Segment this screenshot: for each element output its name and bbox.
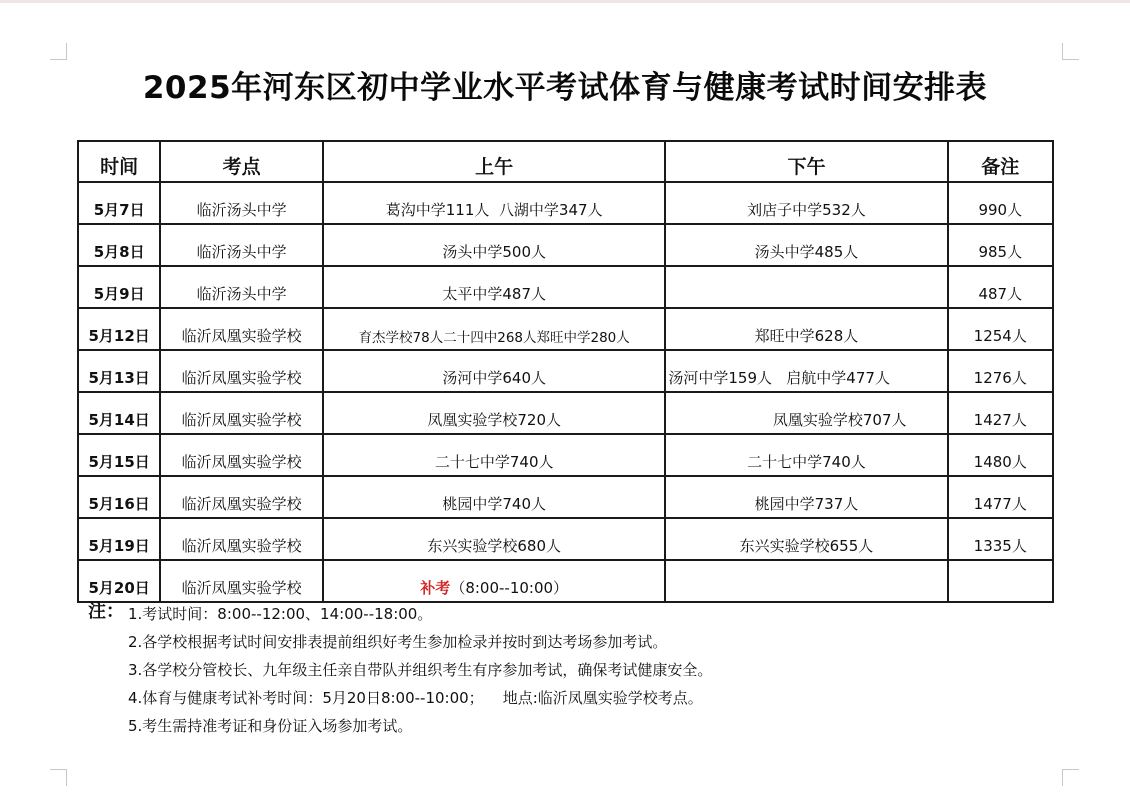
cell-venue: 临沂凤凰实验学校	[160, 392, 323, 434]
cell-date: 5月14日	[78, 392, 160, 434]
cell-afternoon: 凤凰实验学校707人	[665, 392, 947, 434]
table-row	[78, 182, 1053, 224]
table-row	[78, 350, 1053, 392]
cell-date: 5月12日	[78, 308, 160, 350]
cell-morning: 汤河中学640人	[323, 350, 665, 392]
cell-venue: 临沂凤凰实验学校	[160, 560, 323, 602]
cell-afternoon: 二十七中学740人	[665, 434, 947, 476]
table-header-row	[78, 141, 1053, 182]
table-row	[78, 518, 1053, 560]
crop-mark-top-right	[1062, 43, 1079, 60]
crop-mark-bottom-right	[1062, 769, 1079, 786]
note-item-3: 3.各学校分管校长、九年级主任亲自带队并组织考生有序参加考试，确保考试健康安全。	[128, 661, 713, 679]
cell-morning: 太平中学487人	[323, 266, 665, 308]
cell-date: 5月8日	[78, 224, 160, 266]
cell-venue: 临沂凤凰实验学校	[160, 350, 323, 392]
note-item-1: 1.考试时间：8:00--12:00、14:00--18:00。	[128, 605, 433, 623]
cell-afternoon: 郑旺中学628人	[665, 308, 947, 350]
document-title: 2025年河东区初中学业水平考试体育与健康考试时间安排表	[142, 70, 988, 106]
header-morning: 上午	[323, 141, 665, 182]
cell-morning: 汤头中学500人	[323, 224, 665, 266]
cell-afternoon	[665, 266, 947, 308]
cell-venue: 临沂凤凰实验学校	[160, 434, 323, 476]
cell-venue: 临沂凤凰实验学校	[160, 308, 323, 350]
notes-label: 注：	[88, 601, 124, 622]
cell-afternoon	[665, 560, 947, 602]
table-row	[78, 266, 1053, 308]
table-row	[78, 434, 1053, 476]
note-item-2: 2.各学校根据考试时间安排表提前组织好考生参加检录并按时到达考场参加考试。	[128, 633, 668, 651]
schedule-table	[77, 140, 1054, 603]
table-row	[78, 308, 1053, 350]
cell-date: 5月20日	[78, 560, 160, 602]
crop-mark-bottom-left	[50, 769, 67, 786]
cell-venue: 临沂汤头中学	[160, 224, 323, 266]
header-note: 备注	[948, 141, 1053, 182]
cell-note: 1477人	[948, 476, 1053, 518]
makeup-exam-label: 补考	[420, 579, 451, 597]
cell-note: 1254人	[948, 308, 1053, 350]
cell-note: 487人	[948, 266, 1053, 308]
top-edge-band	[0, 0, 1130, 3]
cell-date: 5月16日	[78, 476, 160, 518]
table-row	[78, 392, 1053, 434]
cell-venue: 临沂凤凰实验学校	[160, 518, 323, 560]
table-row	[78, 224, 1053, 266]
cell-date: 5月13日	[78, 350, 160, 392]
cell-morning: 东兴实验学校680人	[323, 518, 665, 560]
cell-note: 985人	[948, 224, 1053, 266]
crop-mark-top-left	[50, 43, 67, 60]
header-date: 时间	[78, 141, 160, 182]
cell-afternoon: 桃园中学737人	[665, 476, 947, 518]
cell-afternoon: 东兴实验学校655人	[665, 518, 947, 560]
cell-note: 990人	[948, 182, 1053, 224]
cell-venue: 临沂汤头中学	[160, 182, 323, 224]
cell-note	[948, 560, 1053, 602]
cell-morning: 葛沟中学111人 八湖中学347人	[323, 182, 665, 224]
header-afternoon: 下午	[665, 141, 947, 182]
note-item-4: 4.体育与健康考试补考时间：5月20日8:00--10:00； 地点:临沂凤凰实验学校考点。	[128, 689, 703, 707]
cell-date: 5月19日	[78, 518, 160, 560]
makeup-exam-time: （8:00--10:00）	[450, 579, 569, 597]
cell-venue: 临沂汤头中学	[160, 266, 323, 308]
cell-date: 5月9日	[78, 266, 160, 308]
cell-morning: 二十七中学740人	[323, 434, 665, 476]
cell-afternoon: 汤河中学159人 启航中学477人	[665, 350, 947, 392]
cell-note: 1276人	[948, 350, 1053, 392]
cell-afternoon: 汤头中学485人	[665, 224, 947, 266]
cell-venue: 临沂凤凰实验学校	[160, 476, 323, 518]
cell-afternoon: 刘店子中学532人	[665, 182, 947, 224]
header-venue: 考点	[160, 141, 323, 182]
table-row	[78, 560, 1053, 602]
cell-date: 5月7日	[78, 182, 160, 224]
cell-note: 1335人	[948, 518, 1053, 560]
table-row	[78, 476, 1053, 518]
cell-date: 5月15日	[78, 434, 160, 476]
cell-morning: 凤凰实验学校720人	[323, 392, 665, 434]
cell-note: 1480人	[948, 434, 1053, 476]
cell-note: 1427人	[948, 392, 1053, 434]
cell-morning	[323, 560, 665, 602]
note-item-5: 5.考生需持准考证和身份证入场参加考试。	[128, 717, 413, 735]
cell-morning: 育杰学校78人二十四中268人郑旺中学280人	[323, 308, 665, 350]
cell-morning: 桃园中学740人	[323, 476, 665, 518]
